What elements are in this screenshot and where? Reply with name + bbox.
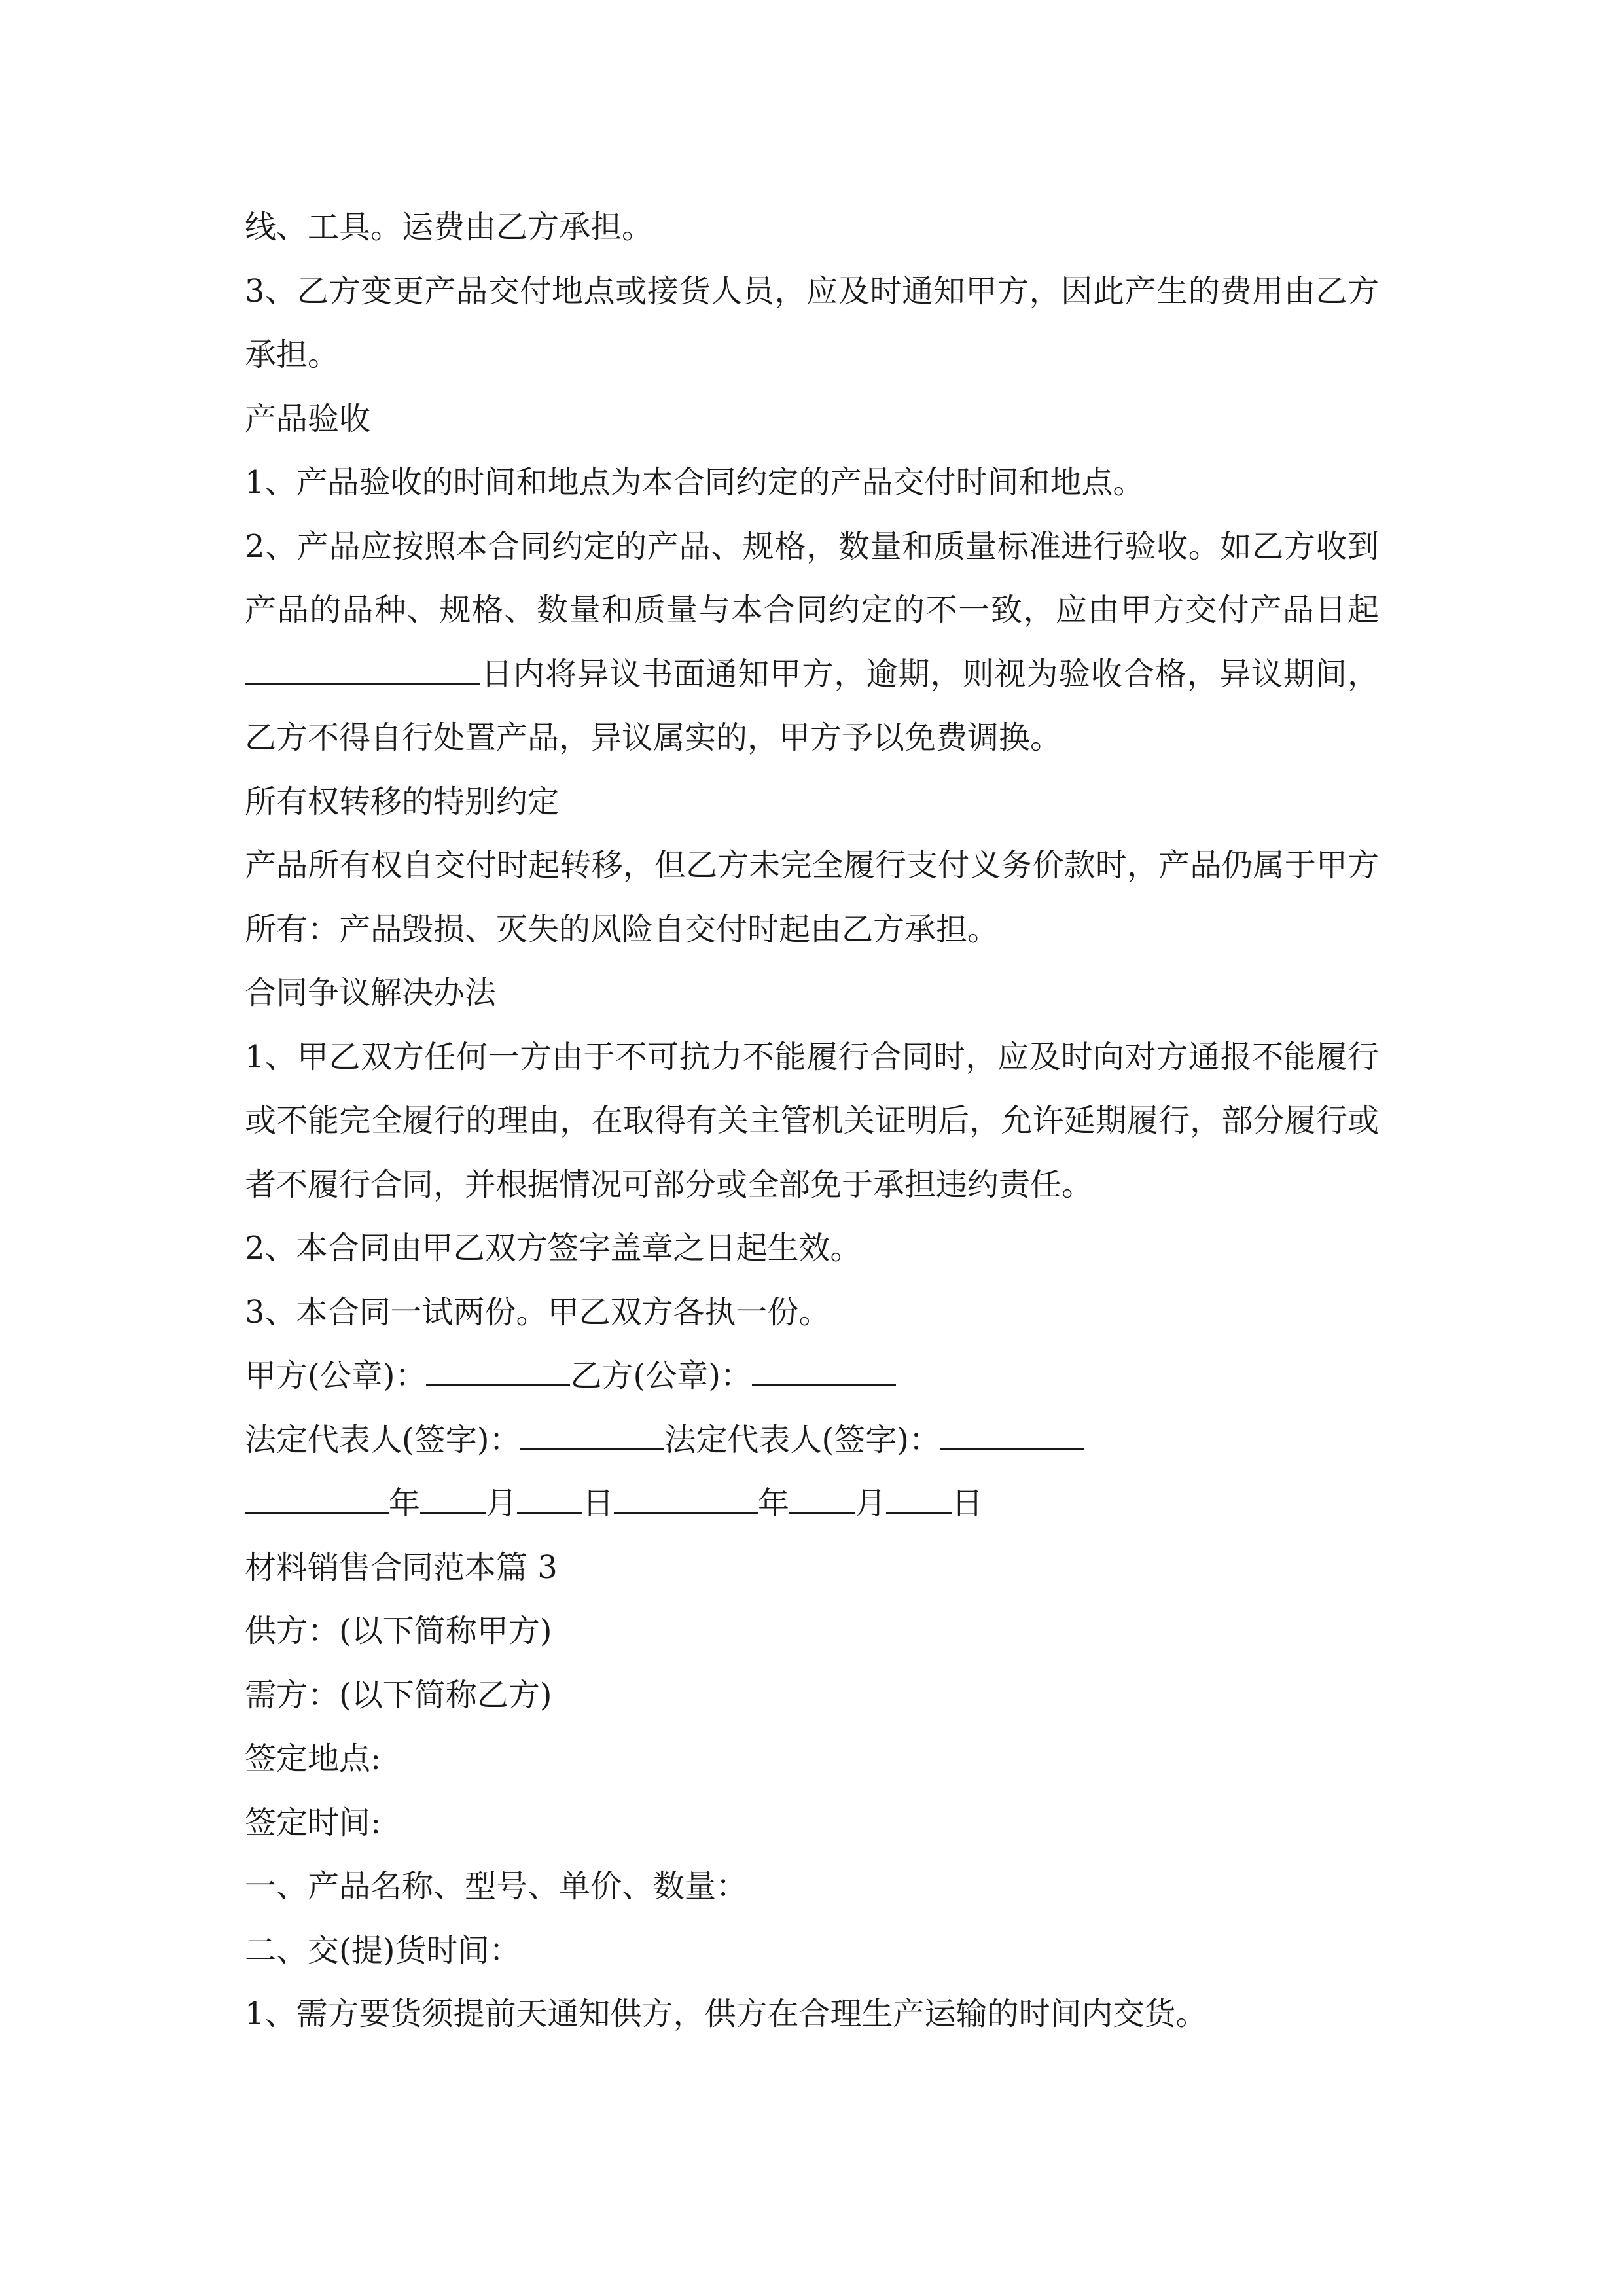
date-a-year-blank[interactable] [245, 1473, 389, 1514]
buyer-line: 需方：(以下简称乙方) [245, 1676, 552, 1713]
date-a-month-blank[interactable] [420, 1473, 486, 1514]
party-b-seal-label: 乙方(公章)： [570, 1357, 752, 1394]
document-body [245, 196, 1379, 2047]
clause-delivery-time: 二、交(提)货时间： [245, 1931, 521, 1969]
date-a-year-label: 年 [389, 1485, 421, 1522]
date-b-year-label: 年 [758, 1485, 790, 1522]
rep-b-label: 法定代表人(签字)： [664, 1421, 940, 1458]
paragraph-force-majeure: 1、甲乙双方任何一方由于不可抗力不能履行合同时，应及时向对方通报不能履行或不能完全履行的理由，在取得有关主管机关证明后，允许延期履行，部分履行或者不履行合同，并根据情况可部分或全部免于承担违约责任。 [245, 1038, 1379, 1203]
signing-time-line: 签定时间: [245, 1804, 382, 1841]
rep-a-label: 法定代表人(签字)： [245, 1421, 521, 1458]
paragraph-ownership: 产品所有权自交付时起转移，但乙方未完全履行支付义务价款时，产品仍属于甲方所有：产品毁损、灭失的风险自交付时起由乙方承担。 [245, 847, 1379, 948]
party-b-seal-blank[interactable] [752, 1345, 896, 1386]
date-b-month-label: 月 [855, 1485, 887, 1522]
date-a-month-label: 月 [486, 1485, 518, 1522]
paragraph-inspection-standard [245, 515, 1379, 770]
signature-representative-line [245, 1408, 1379, 1473]
date-b-year-blank[interactable] [614, 1473, 758, 1514]
date-b-day-blank[interactable] [886, 1473, 952, 1514]
heading-dispute-resolution: 合同争议解决办法 [245, 975, 497, 1011]
inspection-text-before-blank: 2、产品应按照本合同约定的产品、规格，数量和质量标准进行验收。如乙方收到产品的品种、规格、数量和质量与本合同约定的不一致，应由甲方交付产品日起 [245, 528, 1379, 628]
heading-ownership-transfer: 所有权转移的特别约定 [245, 783, 560, 820]
rep-b-blank[interactable] [940, 1409, 1084, 1450]
clause-delivery-notice: 1、需方要货须提前天通知供方，供方在合理生产运输的时间内交货。 [245, 1996, 1207, 2032]
signature-date-line [245, 1472, 1379, 1536]
signing-place-line: 签定地点: [245, 1740, 382, 1777]
paragraph-inspection-time-place: 1、产品验收的时间和地点为本合同约定的产品交付时间和地点。 [245, 464, 1145, 501]
date-b-month-blank[interactable] [789, 1473, 855, 1514]
inspection-text-after-blank: 日内将异议书面通知甲方，逾期，则视为验收合格，异议期间，乙方不得自行处置产品，异议属实的，甲方予以免费调换。 [245, 655, 1379, 756]
date-a-day-blank[interactable] [517, 1473, 582, 1514]
date-b-day-label: 日 [952, 1485, 984, 1522]
paragraph-change-delivery: 3、乙方变更产品交付地点或接货人员，应及时通知甲方，因此产生的费用由乙方承担。 [245, 272, 1379, 373]
paragraph-copies: 3、本合同一试两份。甲乙双方各执一份。 [245, 1293, 830, 1331]
clause-product-info: 一、产品名称、型号、单价、数量： [245, 1868, 748, 1905]
date-a-day-label: 日 [582, 1485, 615, 1522]
rep-a-blank[interactable] [520, 1409, 664, 1450]
days-blank-field[interactable] [245, 643, 480, 685]
paragraph-effective-date: 2、本合同由甲乙双方签字盖章之日起生效。 [245, 1230, 862, 1266]
paragraph-tools-freight: 线、工具。运费由乙方承担。 [245, 209, 654, 245]
heading-product-inspection: 产品验收 [245, 400, 371, 437]
signature-seal-line [245, 1344, 1379, 1408]
party-a-seal-label: 甲方(公章)： [245, 1357, 427, 1394]
supplier-line: 供方：(以下简称甲方) [245, 1613, 552, 1649]
section-title-contract-3: 材料销售合同范本篇 3 [245, 1549, 558, 1586]
party-a-seal-blank[interactable] [426, 1345, 570, 1386]
